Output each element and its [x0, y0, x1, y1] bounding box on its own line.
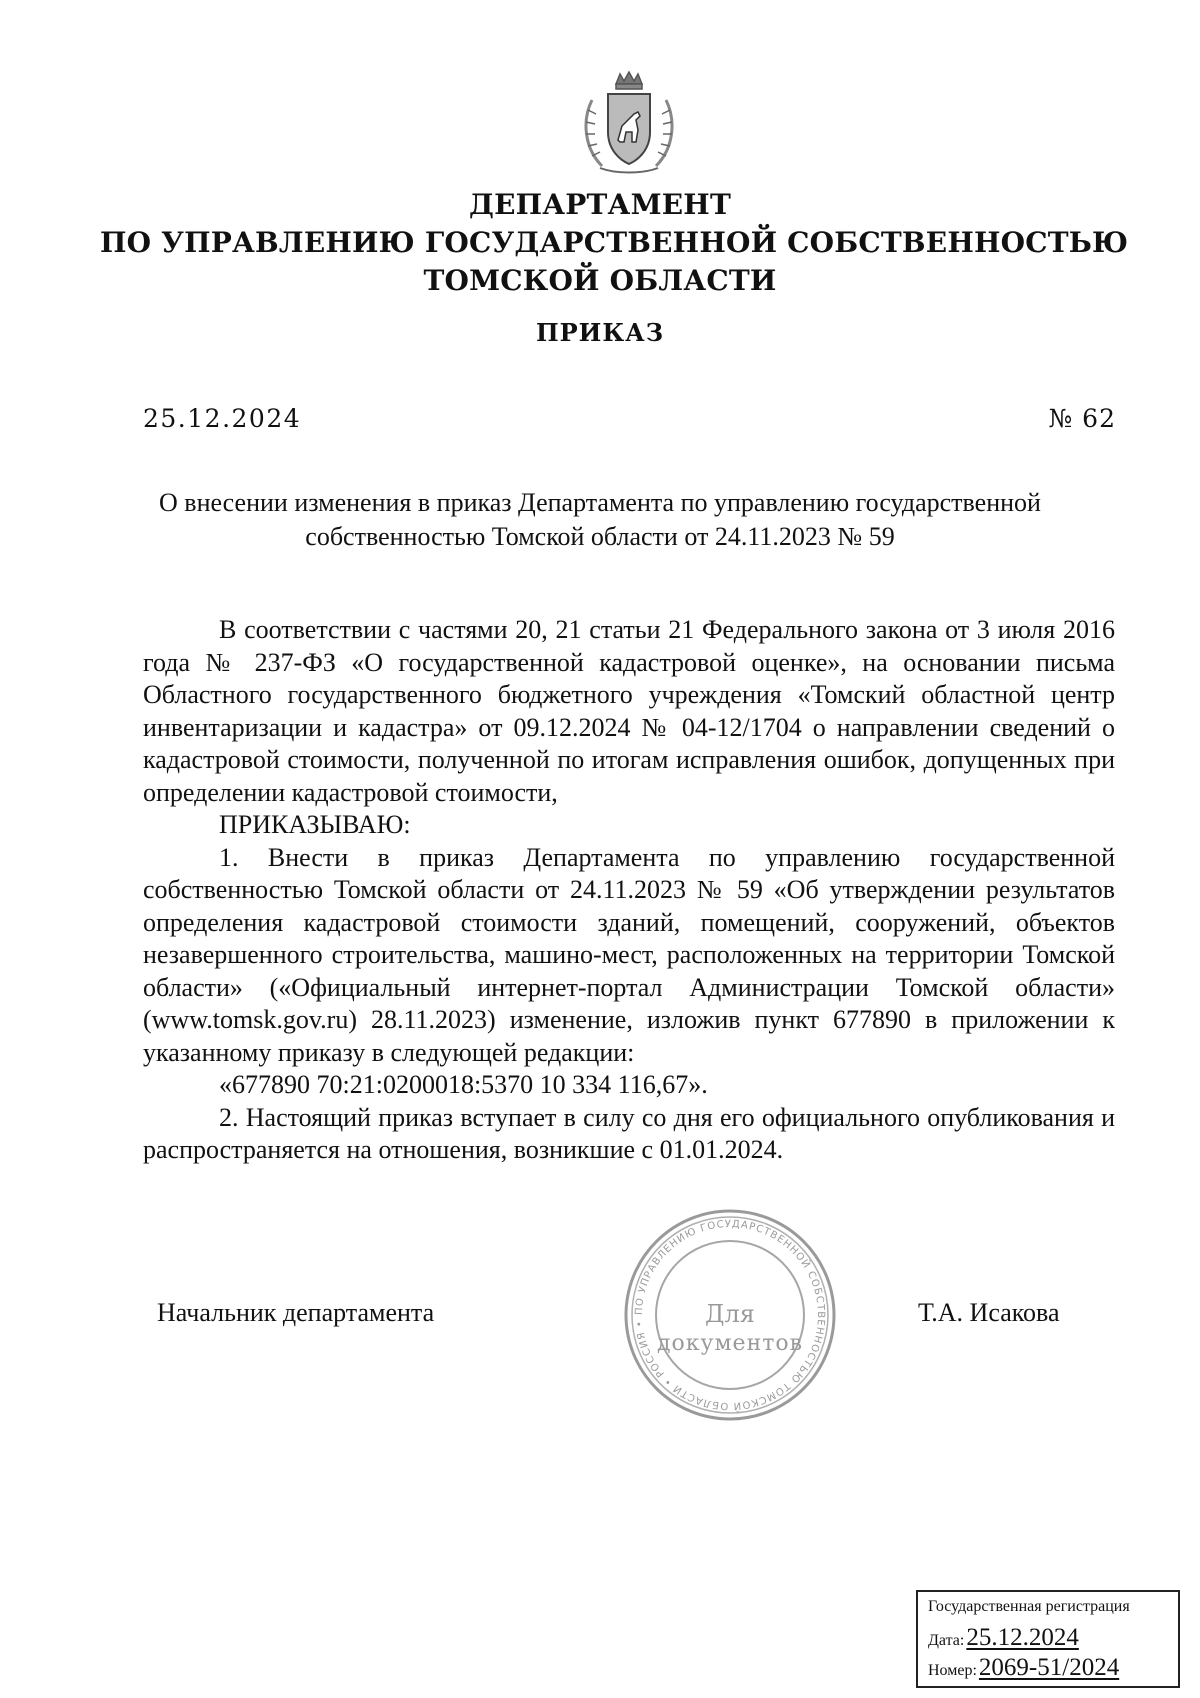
- registration-number-row: [928, 1654, 1119, 1682]
- clause-1-value: «677890 70:21:0200018:5370 10 334 116,67».: [219, 1070, 708, 1099]
- registration-title: Государственная регистрация: [928, 1598, 1130, 1615]
- subject-line-2: собственностью Томской области от 24.11.2023 № 59: [305, 522, 895, 551]
- registration-number-value: 2069-51/2024: [978, 1654, 1120, 1681]
- order-title: ПРИКАЗ: [535, 318, 665, 347]
- order-number: № 62: [1048, 404, 1116, 433]
- order-subject: [100, 486, 1100, 554]
- stamp-text-line-2: документов: [656, 1331, 804, 1356]
- coat-of-arms-icon: [572, 70, 686, 178]
- order-body: [143, 614, 1115, 1167]
- subject-line-1: О внесении изменения в приказ Департамента по управлению государственной: [159, 488, 1041, 517]
- registration-date-label: Дата:: [928, 1632, 965, 1649]
- header-line-2: ПО УПРАВЛЕНИЮ ГОСУДАРСТВЕННОЙ СОБСТВЕННОСТЬЮ: [100, 226, 1129, 259]
- department-header: [100, 186, 1129, 300]
- header-line-3: ТОМСКОЙ ОБЛАСТИ: [423, 264, 777, 297]
- registration-number-label: Номер:: [928, 1662, 977, 1679]
- stamp-ring-text: ПО УПРАВЛЕНИЮ ГОСУДАРСТВЕННОЙ СОБСТВЕННОСТЬЮ ТОМСКОЙ ОБЛАСТИ • РОССИЯ •: [633, 1218, 827, 1412]
- registration-date-row: [928, 1624, 1079, 1652]
- header-line-1: ДЕПАРТАМЕНТ: [468, 188, 731, 221]
- order-directive: ПРИКАЗЫВАЮ:: [219, 810, 411, 839]
- registration-date-value: 25.12.2024: [966, 1624, 1079, 1651]
- stamp-text-line-1: Для: [705, 1300, 755, 1328]
- registration-box: [916, 1590, 1180, 1688]
- clause-2: 2. Настоящий приказ вступает в силу со дня его официального опубликования и распространяется на отношения, возникшие с 01.01.2024.: [143, 1102, 1115, 1164]
- signatory-position: Начальник департамента: [157, 1298, 435, 1327]
- signatory-name: Т.А. Исакова: [918, 1298, 1060, 1327]
- clause-1: 1. Внести в приказ Департамента по управлению государственной собственностью Томской области от 24.11.2023 № 59 «Об утверждении результатов определения кадастровой стоимости зданий, помещений, сооружений, объектов незавершенного строительства, машино-мест, расположенных на территории Томской области» («Официальный интернет-портал Администрации Томской области» (www.tomsk.gov.ru) 28.11.2023) изменение, изложив пункт 677890 в приложении к указанному приказу в следующей редакции:: [143, 842, 1115, 1067]
- preamble-paragraph: В соответствии с частями 20, 21 статьи 21 Федерального закона от 3 июля 2016 года № 237-ФЗ «О государственной кадастровой оценке», на основании письма Областного государственного бюджетного учреждения «Томский областной центр инвентаризации и кадастра» от 09.12.2024 № 04-12/1704 о направлении сведений о кадастровой стоимости, полученной по итогам исправления ошибок, допущенных при определении кадастровой стоимости,: [143, 615, 1115, 807]
- order-date: 25.12.2024: [143, 404, 302, 433]
